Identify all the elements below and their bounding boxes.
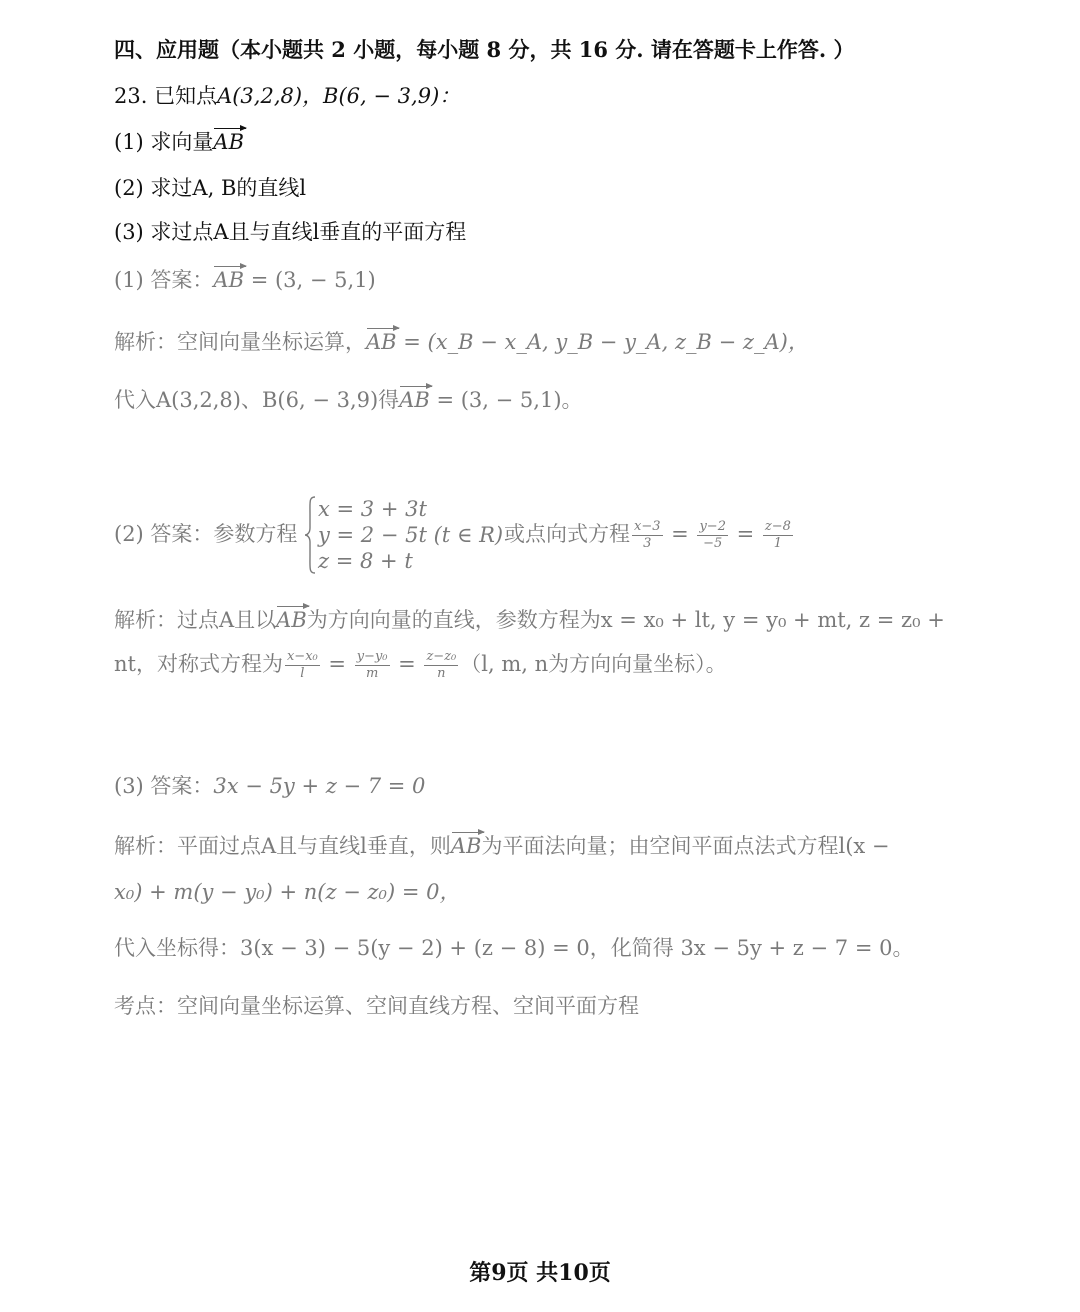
vector-ab: AB: [213, 130, 245, 154]
equation-row: z = 8 + t: [318, 549, 413, 573]
analysis-text: （l, m, n为方向向量坐标）。: [460, 652, 727, 676]
point-direction-form: 或点向式方程 $\frac{x-3}{3}$ = $\frac{y-2}{-5}$ = $\frac{z-8}{1}$: [504, 519, 791, 551]
fraction: $\frac{\text{y−y₀}}{m}$: [356, 649, 388, 681]
answer1-value: = (3, − 5,1): [244, 268, 376, 292]
equation-row: y = 2 − 5t (t ∈ R): [318, 523, 504, 547]
fraction: $\frac{y-2}{-5}$: [699, 519, 726, 551]
answer3: [114, 770, 425, 800]
analysis-text: nt，对称式方程为: [114, 652, 283, 676]
answer2-analysis-line2: nt，对称式方程为 $\frac{\text{x−x₀}}{l}$ = $\frac{\text{y−y₀}}{m}$ = $\frac{\text{z−z₀}}{n}$ （l, m, n为方向向量坐标）。: [114, 649, 727, 681]
fraction: $\frac{\text{x−x₀}}{l}$: [286, 649, 318, 681]
part1-label: (1) 求向量: [114, 130, 214, 154]
analysis-text: 为平面法向量；由空间平面点法式方程l(x −: [481, 834, 890, 858]
question-number: 23. 已知点: [114, 84, 218, 108]
fraction: $\frac{z-8}{1}$: [764, 519, 791, 551]
analysis-formula: = (x_B − x_A, y_B − y_A, z_B − z_A)，: [396, 330, 809, 354]
question-part1: [114, 126, 244, 156]
analysis-text: 为方向向量的直线，参数方程为x = x₀ + lt, y = y₀ + mt, z = z₀ +: [306, 608, 945, 632]
vector-ab: AB: [399, 388, 430, 412]
fraction: $\frac{\text{z−z₀}}{n}$: [426, 649, 457, 681]
topics: 考点：空间向量坐标运算、空间直线方程、空间平面方程: [114, 994, 639, 1018]
analysis-text: 解析：过点A且以: [114, 608, 277, 632]
question-part3: (3) 求过点A且与直线l垂直的平面方程: [114, 220, 467, 244]
vector-ab: AB: [213, 268, 245, 292]
answer2-label: (2) 答案：参数方程: [114, 522, 298, 546]
question-part2: (2) 求过A, B的直线l: [114, 176, 307, 200]
analysis-prefix: 解析：空间向量坐标运算，: [114, 330, 366, 354]
left-brace-icon: [304, 496, 316, 574]
or-text: 或点向式方程: [504, 522, 630, 546]
vector-ab: AB: [366, 330, 397, 354]
answer1: [114, 264, 376, 294]
answer1-substitute: [114, 384, 583, 414]
parametric-equations: [318, 496, 503, 574]
answer1-label: (1) 答案：: [114, 268, 214, 292]
substitute-value: = (3, − 5,1)。: [429, 388, 583, 412]
answer2-analysis-line1: [114, 604, 945, 634]
question-stem: [114, 80, 460, 110]
answer3-analysis-line2: x₀) + m(y − y₀) + n(z − z₀) = 0，: [114, 880, 461, 904]
analysis-text: 解析：平面过点A且与直线l垂直，则: [114, 834, 451, 858]
fraction: $\frac{x-3}{3}$: [634, 519, 661, 551]
answer3-label: (3) 答案：: [114, 774, 214, 798]
vector-ab: AB: [276, 608, 307, 632]
section-heading: 四、应用题（本小题共 2 小题，每小题 8 分，共 16 分. 请在答题卡上作答. ）: [114, 37, 855, 62]
substitute-prefix: 代入A(3,2,8)、B(6, − 3,9)得: [114, 388, 400, 412]
answer3-value: 3x − 5y + z − 7 = 0: [213, 774, 426, 798]
page-footer: 第9页 共10页: [469, 1260, 611, 1286]
answer1-analysis: [114, 326, 809, 356]
vector-ab: AB: [450, 834, 482, 858]
answer3-substitute: 代入坐标得：3(x − 3) − 5(y − 2) + (z − 8) = 0，化简得 3x − 5y + z − 7 = 0。: [114, 936, 914, 960]
equation-row: x = 3 + 3t: [318, 497, 427, 521]
question-points: A(3,2,8)，B(6, − 3,9)：: [217, 84, 461, 108]
answer3-analysis-line1: [114, 830, 890, 860]
